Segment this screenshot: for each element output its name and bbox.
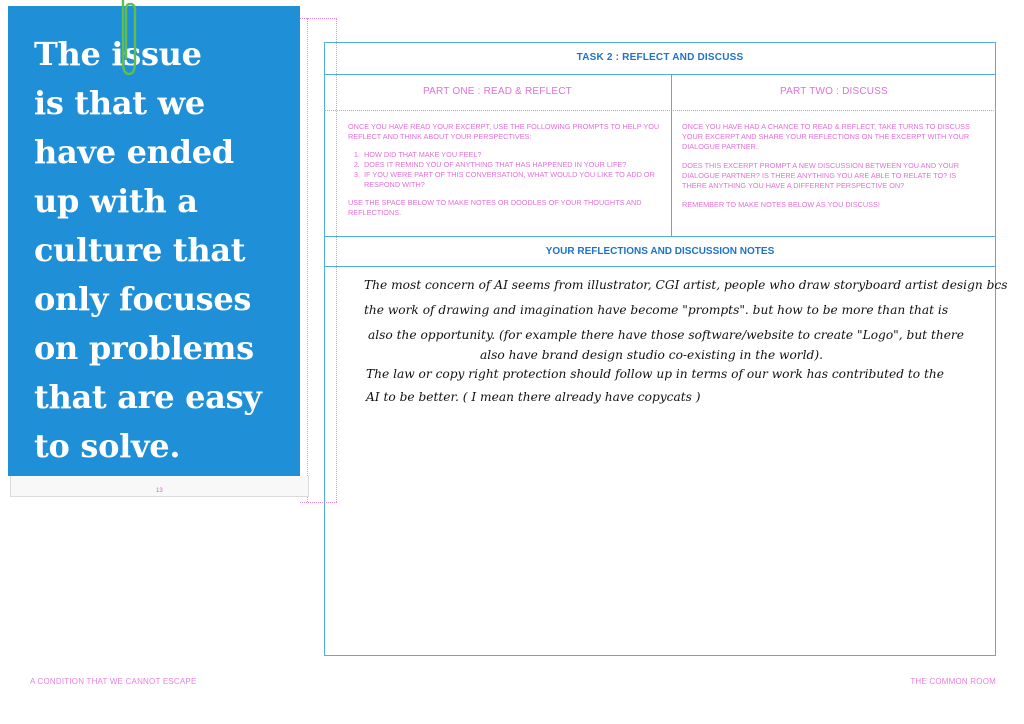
card-backing (10, 476, 309, 497)
paperclip-icon (117, 0, 139, 84)
footer-right: THE COMMON ROOM (910, 677, 996, 686)
task-title: TASK 2 : REFLECT AND DISCUSS (576, 52, 744, 63)
prompt-item: 2. DOES IT REMIND YOU OF ANYTHING THAT HAS HAPPENED IN YOUR LIFE? (362, 160, 660, 170)
prompt-list (348, 150, 660, 190)
footer-left: A CONDITION THAT WE CANNOT ESCAPE (30, 677, 197, 686)
note-line: AI to be better. ( I mean there already have copycats ) (366, 390, 701, 404)
part-two-paragraph: REMEMBER TO MAKE NOTES BELOW AS YOU DISCUSS! (682, 200, 880, 209)
guide-line (307, 18, 308, 502)
quote-line: have ended (34, 133, 234, 171)
quote-card (8, 6, 300, 476)
part-one-title: PART ONE : READ & REFLECT (423, 86, 572, 97)
part-one-outro: USE THE SPACE BELOW TO MAKE NOTES OR DOODLES OF YOUR THOUGHTS AND REFLECTIONS. (348, 198, 642, 217)
quote-line: is that we (34, 84, 205, 122)
quote-line: The issue (34, 35, 202, 73)
part-two-title: PART TWO : DISCUSS (780, 86, 888, 97)
prompt-item: 3. IF YOU WERE PART OF THIS CONVERSATION, WHAT WOULD YOU LIKE TO ADD OR RESPOND WITH? (362, 170, 660, 190)
divider (324, 236, 996, 237)
note-line: also have brand design studio co-existing in the world). (480, 348, 823, 362)
note-line: The most concern of AI seems from illustrator, CGI artist, people who draw storyboard artist design bcs (364, 278, 1008, 292)
guide-line (300, 18, 337, 19)
quote-line: to solve. (34, 427, 181, 465)
divider (324, 266, 996, 267)
divider (324, 74, 996, 75)
part-one-instructions (348, 122, 660, 218)
note-line: The law or copy right protection should follow up in terms of our work has contributed to the (366, 367, 944, 381)
quote-line: culture that (34, 231, 246, 269)
part-two-paragraph: ONCE YOU HAVE HAD A CHANCE TO READ & REFLECT, TAKE TURNS TO DISCUSS YOUR EXCERPT AND SHARE YOUR REFLECTIONS ON THE EXCERPT WITH YOUR DIALOGUE PARTNER. (682, 122, 970, 151)
quote-line: on problems (34, 329, 254, 367)
note-line: the work of drawing and imagination have become "prompts". but how to be more than that is (364, 303, 949, 317)
part-two-paragraph: DOES THIS EXCERPT PROMPT A NEW DISCUSSION BETWEEN YOU AND YOUR DIALOGUE PARTNER? IS THERE ANYTHING YOU ARE ABLE TO RELATE TO? IS THERE ANYTHING YOU HAVE A DIFFERENT PERSPECTIVE ON? (682, 161, 960, 190)
quote-line: up with a (34, 182, 198, 220)
prompt-item: 1. HOW DID THAT MAKE YOU FEEL? (362, 150, 660, 160)
notes-section-title: YOUR REFLECTIONS AND DISCUSSION NOTES (545, 246, 775, 257)
note-line: also the opportunity. (for example there have those software/website to create "Logo", but there (368, 328, 964, 342)
page-number: 13 (156, 488, 163, 494)
quote-line: that are easy (34, 378, 262, 416)
divider (671, 74, 672, 236)
part-one-intro: ONCE YOU HAVE READ YOUR EXCERPT, USE THE FOLLOWING PROMPTS TO HELP YOU REFLECT AND THINK ABOUT YOUR PERSPECTIVES: (348, 122, 660, 141)
part-two-instructions (682, 122, 980, 210)
quote-text (34, 30, 294, 471)
quote-line: only focuses (34, 280, 252, 318)
